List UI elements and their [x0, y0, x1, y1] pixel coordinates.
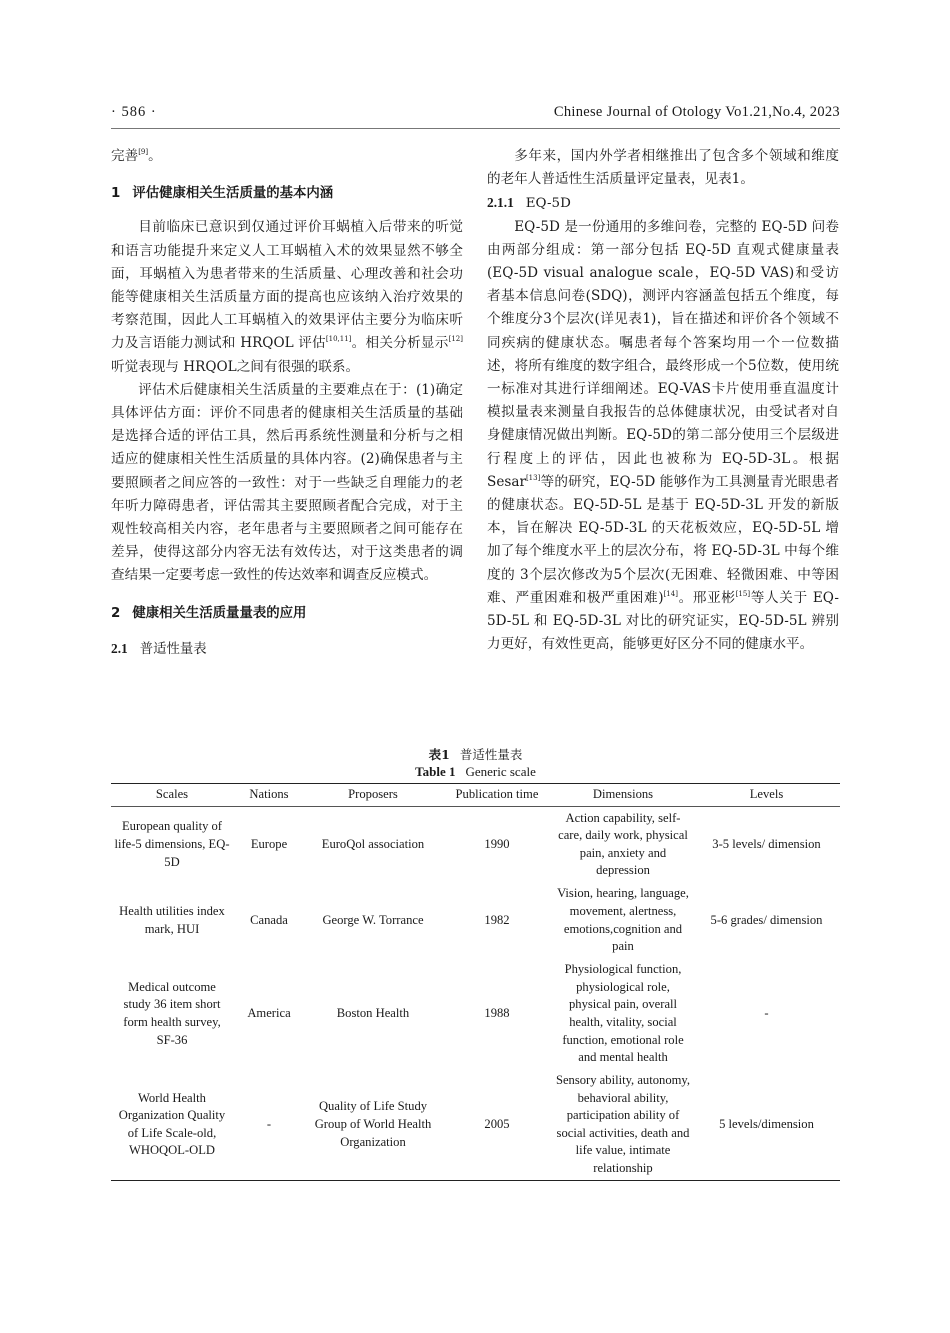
column-header: Scales — [111, 784, 233, 807]
table-cell: 1982 — [484, 912, 510, 927]
table-cell: World Health Organization Quality of Life Scale-old, WHOQOL-OLD — [111, 1070, 233, 1181]
table-cell: Sensory ability, autonomy, behavioral ability, participation ability of social activities, death and life value, intimate relationship — [553, 1070, 693, 1181]
citation[interactable]: [10,11] — [325, 335, 352, 344]
table-cell: George W. Torrance — [322, 912, 424, 927]
paragraph: EQ-5D 是一份通用的多维问卷，完整的 EQ-5D 问卷由两部分组成：第一部分包括 EQ-5D 直观式健康量表(EQ-5D visual analogue scale，EQ-5D VAS)和受访者基本信息问卷(SDQ)，测评内容涵盖包括五个维度，每个维度分3个层次(详见表1)，旨在描述和评价各个领域不同疾病的健康状态。嘱患者每个答案均用一个一位数描述，将所有维度的数字组合，最终形成一个5位数，使用统一标准对其进行详细阐述。EQ-VAS卡片使用垂直温度计模拟量表来测量自我报告的总体健康状况，由受试者对自身健康情况做出判断。EQ-5D的第二部分使用三个层级进行程度上的评估，因此也被称为 EQ-5D-3L。根据Sesar[13]等的研究，EQ-5D 能够作为工具测量青光眼患者的健康状态。EQ-5D-5L 是基于 EQ-5D-3L 开发的新版本，旨在解决 EQ-5D-3L 的天花板效应，EQ-5D-5L 增加了每个维度水平上的层次分布，将 EQ-5D-3L 中每个维度的 3个层次修改为5个层次(无困难、轻微困难、中等困难、严重困难和极严重困难)[14]。邢亚彬[15]等人关于 EQ-5D-5L 和 EQ-5D-3L 对比的研究证实，EQ-5D-5L 辨别力更好，有效性更高，能够更好区分不同的健康水平。 — [487, 218, 839, 653]
table-cell: - — [764, 1006, 769, 1021]
table-cell: Europe — [250, 836, 288, 851]
citation[interactable]: [13] — [525, 473, 541, 482]
table-cell: EuroQol association — [321, 836, 425, 851]
column-header: Levels — [693, 784, 840, 807]
table-cell: Physiological function, physiological role, physical pain, overall health, vitality, social function, emotional role and mental health — [562, 962, 684, 1065]
table-cell: 3-5 levels/ dimension — [712, 836, 821, 851]
table-cell: - — [233, 1070, 305, 1181]
column-header: Dimensions — [553, 784, 693, 807]
table-row — [111, 1070, 840, 1181]
section-2-heading: 2 健康相关生活质量量表的应用 — [111, 605, 307, 621]
table-cell: European quality of life-5 dimensions, EQ-5D — [114, 819, 230, 869]
table-cell: Health utilities index mark, HUI — [119, 903, 225, 936]
generic-scale-table — [111, 783, 840, 1181]
table-cell: Boston Health — [336, 1006, 410, 1021]
table-cell: America — [247, 1006, 291, 1021]
table-caption-en: Table 1 Generic scale — [415, 764, 536, 779]
paragraph: 评估术后健康相关生活质量的主要难点在于：(1)确定具体评估方面：评价不同患者的健康相关生活质量的基础是选择合适的评估工具，然后再系统性测量和分析与之相适应的健康相关性生活质量的具体内容。(2)确保患者与主要照顾者之间应答的一致性：对于一些缺乏自理能力的老年听力障碍患者，评估需其主要照顾者配合完成，对于主观性较高相关内容，老年患者与主要照顾者之间可能存在差异，使得这部分内容无法有效传达，对于这类患者的调查结果一定要考虑一致性的传达效率和调查反应模式。 — [111, 381, 463, 584]
table-cell: 2005 — [441, 1070, 553, 1181]
table-cell: Canada — [250, 912, 288, 927]
table-row — [111, 959, 840, 1070]
paragraph: 多年来，国内外学者相继推出了包含多个领域和维度的老年人普适性生活质量评定量表，见表1。 — [487, 148, 839, 188]
column-header: Proposers — [305, 784, 441, 807]
column-header: Publication time — [441, 784, 553, 807]
journal-name: Chinese Journal of Otology Vo1.21,No.4, 2023 — [553, 104, 840, 120]
table-cell: Quality of Life Study Group of World Health Organization — [305, 1070, 441, 1181]
table-row — [111, 883, 840, 959]
table-cell: Vision, hearing, language, movement, alertness, emotions,cognition and pain — [557, 886, 689, 954]
table-row — [111, 807, 840, 883]
table-cell: 1988 — [484, 1006, 510, 1021]
table-cell: 1990 — [484, 836, 510, 851]
subsection-2-1-heading: 2.1 普适性量表 — [111, 640, 207, 657]
column-header: Nations — [233, 784, 305, 807]
carry-over-text: 完善[9]。 — [111, 148, 162, 164]
running-header — [111, 104, 840, 126]
left-column — [111, 145, 463, 661]
paragraph: 目前临床已意识到仅通过评价耳蜗植入后带来的听觉和语言功能提升来定义人工耳蜗植入术的效果显然不够全面，耳蜗植入为患者带来的生活质量、心理改善和社会功能等健康相关生活质量方面的提高也应该纳入治疗效果的考察范围，因此人工耳蜗植入的效果评估主要分为临床听力及言语能力测试和 HRQOL 评估[10,11]。相关分析显示[12]听觉表现与 HRQOL之间有很强的联系。 — [111, 219, 463, 375]
header-rule — [111, 128, 840, 129]
citation[interactable]: [9] — [138, 148, 149, 156]
section-1-heading: 1 评估健康相关生活质量的基本内涵 — [111, 186, 334, 202]
right-column — [487, 145, 839, 656]
citation[interactable]: [12] — [448, 335, 463, 344]
citation[interactable]: [15] — [735, 589, 751, 598]
table-caption-zh: 表1 普适性量表 — [428, 747, 523, 762]
table-cell: Action capability, self-care, daily work, physical pain, anxiety and depression — [558, 810, 688, 878]
table-header-row — [111, 784, 840, 807]
table-cell: Medical outcome study 36 item short form health survey, SF-36 — [123, 979, 221, 1047]
citation[interactable]: [14] — [663, 589, 678, 598]
table-cell: 5 levels/dimension — [693, 1070, 840, 1181]
subsection-2-1-1-heading: 2.1.1 EQ-5D — [487, 195, 571, 212]
table-cell: 5-6 grades/ dimension — [710, 912, 823, 927]
page-number: · 586 · — [111, 104, 157, 120]
